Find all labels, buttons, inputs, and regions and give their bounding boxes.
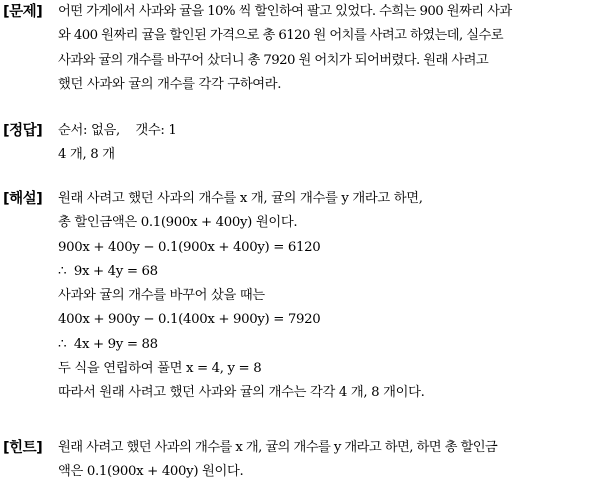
problem-tag: [문제]: [3, 4, 43, 20]
solution-equation: ∴ 9x + 4y = 68: [58, 263, 158, 279]
problem-line: 어떤 가게에서 사과와 귤을 10% 씩 할인하여 팔고 있었다. 수희는 900 원짜리 사과: [58, 4, 512, 19]
solution-line: 따라서 원래 사려고 했던 사과와 귤의 개수는 각각 4 개, 8 개이다.: [58, 385, 425, 401]
solution-equation: 400x + 900y − 0.1(400x + 900y) = 7920: [58, 312, 321, 328]
solution-line: 두 식을 연립하여 풀면 x = 4, y = 8: [58, 361, 262, 377]
answer-line: 순서: 없음, 갯수: 1: [58, 123, 177, 138]
solution-line: 사과와 귤의 개수를 바꾸어 샀을 때는: [58, 288, 265, 304]
answer-tag: [정답]: [3, 123, 43, 139]
hint-line: 액은 0.1(900x + 400y) 원이다.: [58, 464, 244, 480]
problem-line: 사과와 귤의 개수를 바꾸어 샀더니 총 7920 원 어치가 되어버렸다. 원래 사려고: [58, 52, 489, 68]
hint-tag: [힌트]: [3, 440, 43, 456]
solution-line: 총 할인금액은 0.1(900x + 400y) 원이다.: [58, 215, 298, 231]
solution-text: [58, 187, 590, 406]
answer-line: 4 개, 8 개: [58, 147, 115, 163]
problem-text: [58, 0, 590, 97]
solution-line: 원래 사려고 했던 사과의 개수를 x 개, 귤의 개수를 y 개라고 하면,: [58, 191, 423, 206]
hint-line: 원래 사려고 했던 사과의 개수를 x 개, 귤의 개수를 y 개라고 하면, 하면 총 할인금: [58, 440, 498, 455]
answer-text: [58, 119, 590, 168]
problem-line: 했던 사과와 귤의 개수를 각각 구하여라.: [58, 76, 282, 92]
solution-equation: ∴ 4x + 9y = 88: [58, 336, 158, 352]
hint-text: [58, 436, 590, 485]
problem-line: 와 400 원짜리 귤을 할인된 가격으로 총 6120 원 어치를 사려고 하였는데, 실수로: [58, 28, 504, 44]
solution-equation: 900x + 400y − 0.1(900x + 400y) = 6120: [58, 239, 321, 255]
solution-tag: [해설]: [3, 191, 43, 207]
